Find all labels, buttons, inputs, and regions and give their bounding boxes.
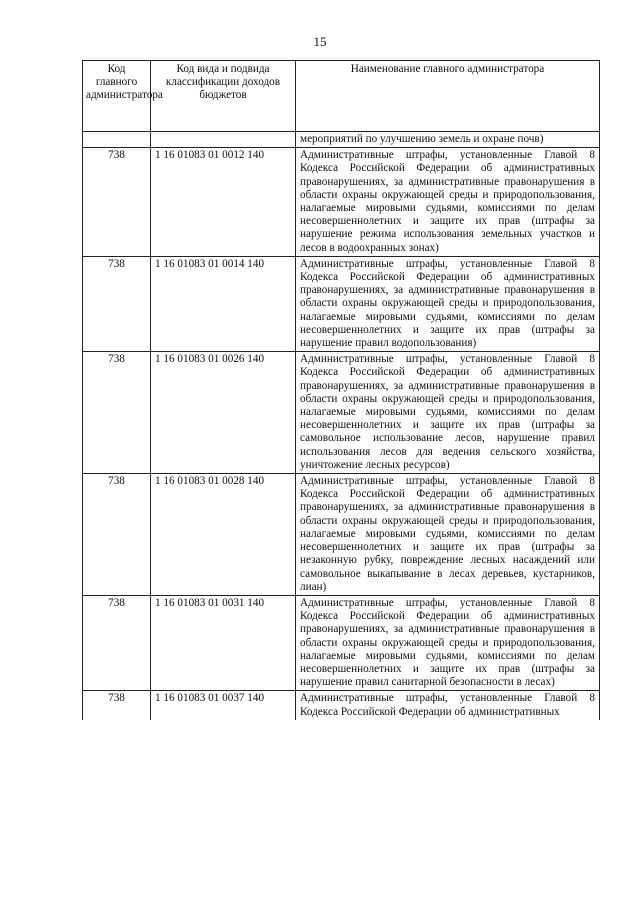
table-header-row — [83, 61, 600, 132]
table-row — [83, 474, 600, 596]
table-row — [83, 595, 600, 690]
continuation-row — [83, 132, 600, 148]
income-code-cell: 1 16 01083 01 0026 140 — [151, 352, 296, 474]
admin-code-cell: 738 — [83, 474, 151, 596]
admin-name-cell: Административные штрафы, установленные Главой 8 Кодекса Российской Федерации об административных правонарушениях, за административные правонарушения в области охраны окружающей среды и природопользования, налагаемые мировыми судьями, комиссиями по делам несовершеннолетних и защите их прав (штрафы за нарушение правил водопользования) — [296, 256, 600, 351]
income-code-cell: 1 16 01083 01 0028 140 — [151, 474, 296, 596]
admin-name-cell: Административные штрафы, установленные Главой 8 Кодекса Российской Федерации об административных правонарушениях, за административные правонарушения в области охраны окружающей среды и природопользования, налагаемые мировыми судьями, комиссиями по делам несовершеннолетних и защите их прав (штрафы за самовольное использование лесов, нарушение правил использования лесов для ведения сельского хозяйства, уничтожение лесных ресурсов) — [296, 352, 600, 474]
table-row — [83, 256, 600, 351]
continuation-empty-cell — [151, 132, 296, 148]
admin-code-cell: 738 — [83, 352, 151, 474]
admin-name-cell: Административные штрафы, установленные Главой 8 Кодекса Российской Федерации об административных правонарушениях, за административные правонарушения в области охраны окружающей среды и природопользования, налагаемые мировыми судьями, комиссиями по делам несовершеннолетних и защите их прав (штрафы за незаконную рубку, повреждение лесных насаждений или самовольное выкапывание в лесах деревьев, кустарников, лиан) — [296, 474, 600, 596]
admin-code-cell: 738 — [83, 691, 151, 720]
continuation-text: мероприятий по улучшению земель и охране почв) — [296, 132, 600, 148]
admin-name-cell: Административные штрафы, установленные Главой 8 Кодекса Российской Федерации об административных — [296, 691, 600, 720]
admin-name-cell: Административные штрафы, установленные Главой 8 Кодекса Российской Федерации об административных правонарушениях, за административные правонарушения в области охраны окружающей среды и природопользования, налагаемые мировыми судьями, комиссиями по делам несовершеннолетних и защите их прав (штрафы за нарушение режима использования земельных участков и лесов в водоохранных зонах) — [296, 148, 600, 257]
header-admin-code: Код главного администратора — [83, 61, 151, 132]
page-number: 15 — [313, 34, 327, 49]
admin-code-cell: 738 — [83, 148, 151, 257]
income-code-cell: 1 16 01083 01 0031 140 — [151, 595, 296, 690]
income-code-cell: 1 16 01083 01 0014 140 — [151, 256, 296, 351]
admin-code-cell: 738 — [83, 256, 151, 351]
table-row — [83, 352, 600, 474]
header-admin-name: Наименование главного администратора — [296, 61, 600, 132]
income-code-cell: 1 16 01083 01 0012 140 — [151, 148, 296, 257]
table-row — [83, 691, 600, 720]
admin-name-cell: Административные штрафы, установленные Главой 8 Кодекса Российской Федерации об административных правонарушениях, за административные правонарушения в области охраны окружающей среды и природопользования, налагаемые мировыми судьями, комиссиями по делам несовершеннолетних и защите их прав (штрафы за нарушение правил санитарной безопасности в лесах) — [296, 595, 600, 690]
header-income-code: Код вида и подвида классификации доходов бюджетов — [151, 61, 296, 132]
revenue-codes-table — [82, 60, 600, 720]
admin-code-cell: 738 — [83, 595, 151, 690]
continuation-empty-cell — [83, 132, 151, 148]
income-code-cell: 1 16 01083 01 0037 140 — [151, 691, 296, 720]
table-row — [83, 148, 600, 257]
